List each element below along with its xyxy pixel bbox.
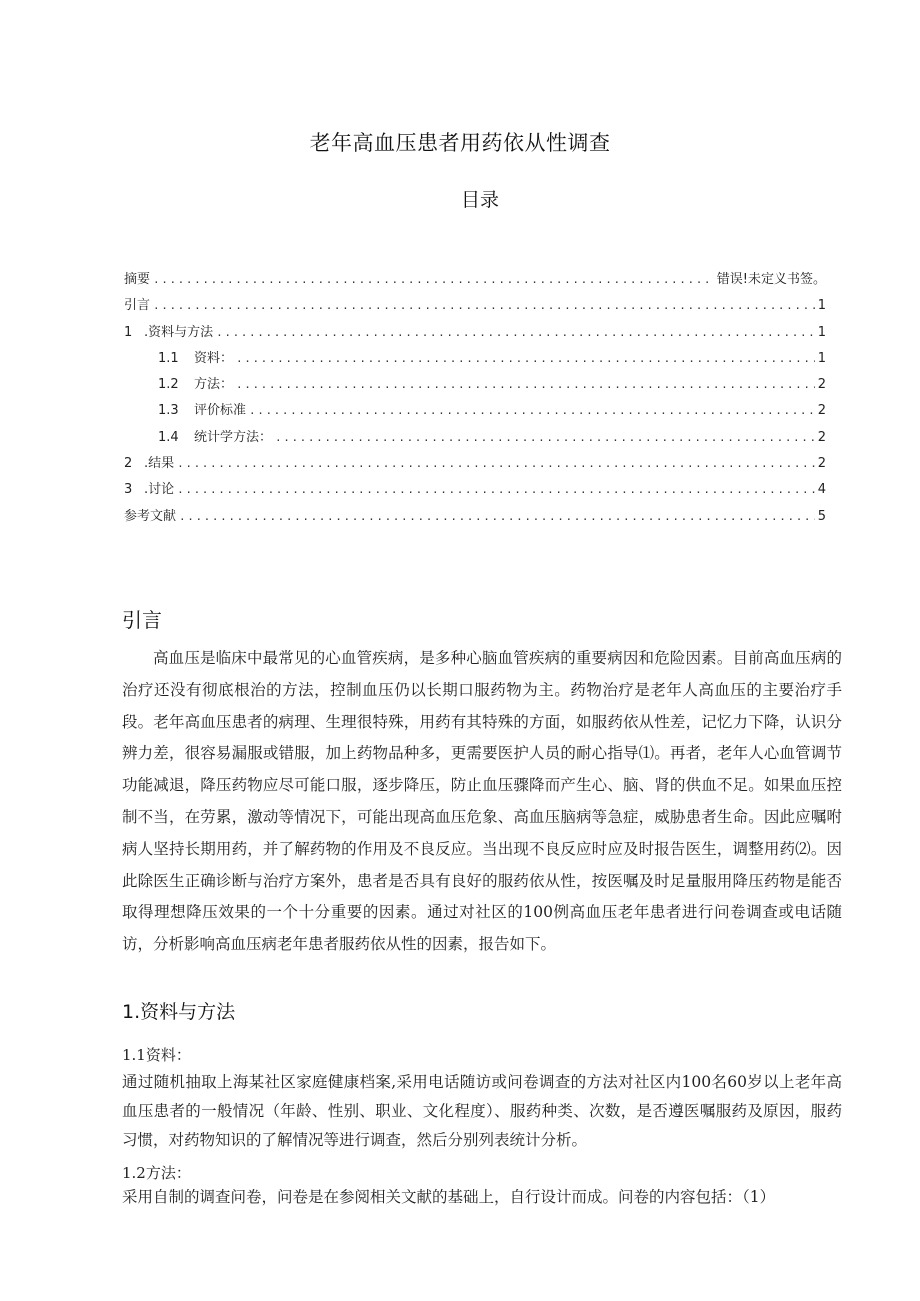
toc-entry-number: 1.4 <box>158 429 179 445</box>
toc-entry[interactable] <box>124 321 826 347</box>
toc-entry-number: 1.3 <box>158 403 179 419</box>
toc-entry-page: 2 <box>817 377 826 393</box>
toc-entry-page: 4 <box>817 482 826 498</box>
toc-entry[interactable] <box>124 268 826 294</box>
toc-entry-number: 1.1 <box>158 350 179 366</box>
toc-entry-number: 2 <box>124 456 133 472</box>
subsection-1-2-label: 1.2方法： <box>122 1164 191 1182</box>
toc-entry[interactable] <box>124 505 826 531</box>
toc-dot-leader <box>153 299 815 312</box>
toc-entry-label: .结果 <box>144 456 175 472</box>
toc-entry[interactable] <box>124 452 826 478</box>
toc-dot-leader <box>179 510 815 523</box>
toc-dot-leader <box>236 378 815 391</box>
subsection-1-1-label: 1.1资料： <box>122 1046 191 1064</box>
toc-entry-label: 方法： <box>194 377 234 393</box>
toc-entry-label: 参考文献 <box>124 508 177 524</box>
toc-entry-label: 资料： <box>194 350 234 366</box>
subsection-1-1-text: 通过随机抽取上海某社区家庭健康档案,采用电话随访或问卷调查的方法对社区内100名60岁以上老年高血压患者的一般情况（年龄、性别、职业、文化程度）、服药种类、次数，是否遵医嘱服药及原因，服药习惯，对药物知识的了解情况等进行调查，然后分别列表统计分析。 <box>122 1073 842 1149</box>
toc-entry-page: 2 <box>817 456 826 472</box>
toc-entry-label: 摘要 <box>124 272 151 287</box>
toc-entry[interactable] <box>124 399 826 425</box>
document-title: 老年高血压患者用药依从性调查 <box>309 131 611 155</box>
section-1-heading: 1.资料与方法 <box>122 1001 236 1023</box>
toc-entry[interactable] <box>124 426 826 452</box>
intro-paragraph: 高血压是临床中最常见的心血管疾病，是多种心脑血管疾病的重要病因和危险因素。目前高血压病的治疗还没有彻底根治的方法，控制血压仍以长期口服药物为主。药物治疗是老年人高血压的主要治疗手段。老年高血压患者的病理、生理很特殊，用药有其特殊的方面，如服药依从性差，记忆力下降，认识分辨力差，很容易漏服或错服，加上药物品种多，更需要医护人员的耐心指导⑴。再者，老年人心血管调节功能减退，降压药物应尽可能口服，逐步降压，防止血压骤降而产生心、脑、肾的供血不足。如果血压控制不当，在劳累，激动等情况下，可能出现高血压危象、高血压脑病等急症，威胁患者生命。因此应嘱咐病人坚持长期用药，并了解药物的作用及不良反应。当出现不良反应时应及时报告医生，调整用药⑵。因此除医生正确诊断与治疗方案外，患者是否具有良好的服药依从性，按医嘱及时足量服用降压药物是能否取得理想降压效果的一个十分重要的因素。通过对社区的100例高血压老年患者进行问卷调查或电话随访，分析影响高血压病老年患者服药依从性的因素，报告如下。 <box>122 649 842 954</box>
toc-entry-number: 1.2 <box>158 377 179 393</box>
toc-dot-leader <box>153 273 714 286</box>
toc-entry-page: 2 <box>817 403 826 419</box>
toc-dot-leader <box>177 483 815 496</box>
toc-entry-page: 错误!未定义书签。 <box>716 272 826 287</box>
toc-entry-page: 1 <box>817 298 826 314</box>
toc-entry-page: 1 <box>817 350 826 366</box>
toc-entry-label: 评价标准 <box>194 403 247 419</box>
toc-dot-leader <box>236 352 815 365</box>
toc-dot-leader <box>177 457 815 470</box>
toc-dot-leader <box>216 326 815 339</box>
toc-entry-page: 5 <box>817 508 826 524</box>
toc-entry-label: .资料与方法 <box>144 324 214 340</box>
toc-entry[interactable] <box>124 347 826 373</box>
toc-entry[interactable] <box>124 294 826 320</box>
toc-entry[interactable] <box>124 373 826 399</box>
toc-entry-number: 1 <box>124 324 133 340</box>
subsection-1-2-text: 采用自制的调查问卷，问卷是在参阅相关文献的基础上，自行设计而成。问卷的内容包括：（1） <box>122 1188 776 1206</box>
toc-entry-page: 2 <box>817 429 826 445</box>
intro-heading: 引言 <box>122 608 162 632</box>
toc-entry[interactable] <box>124 478 826 504</box>
toc-heading: 目录 <box>460 189 499 211</box>
toc-entry-page: 1 <box>817 324 826 340</box>
toc-entry-number: 3 <box>124 482 133 498</box>
toc-entry-label: 引言 <box>124 298 151 314</box>
table-of-contents <box>124 268 826 531</box>
toc-dot-leader <box>275 431 815 444</box>
toc-entry-label: .讨论 <box>144 482 175 498</box>
toc-entry-label: 统计学方法： <box>194 429 273 445</box>
toc-dot-leader <box>249 404 815 417</box>
